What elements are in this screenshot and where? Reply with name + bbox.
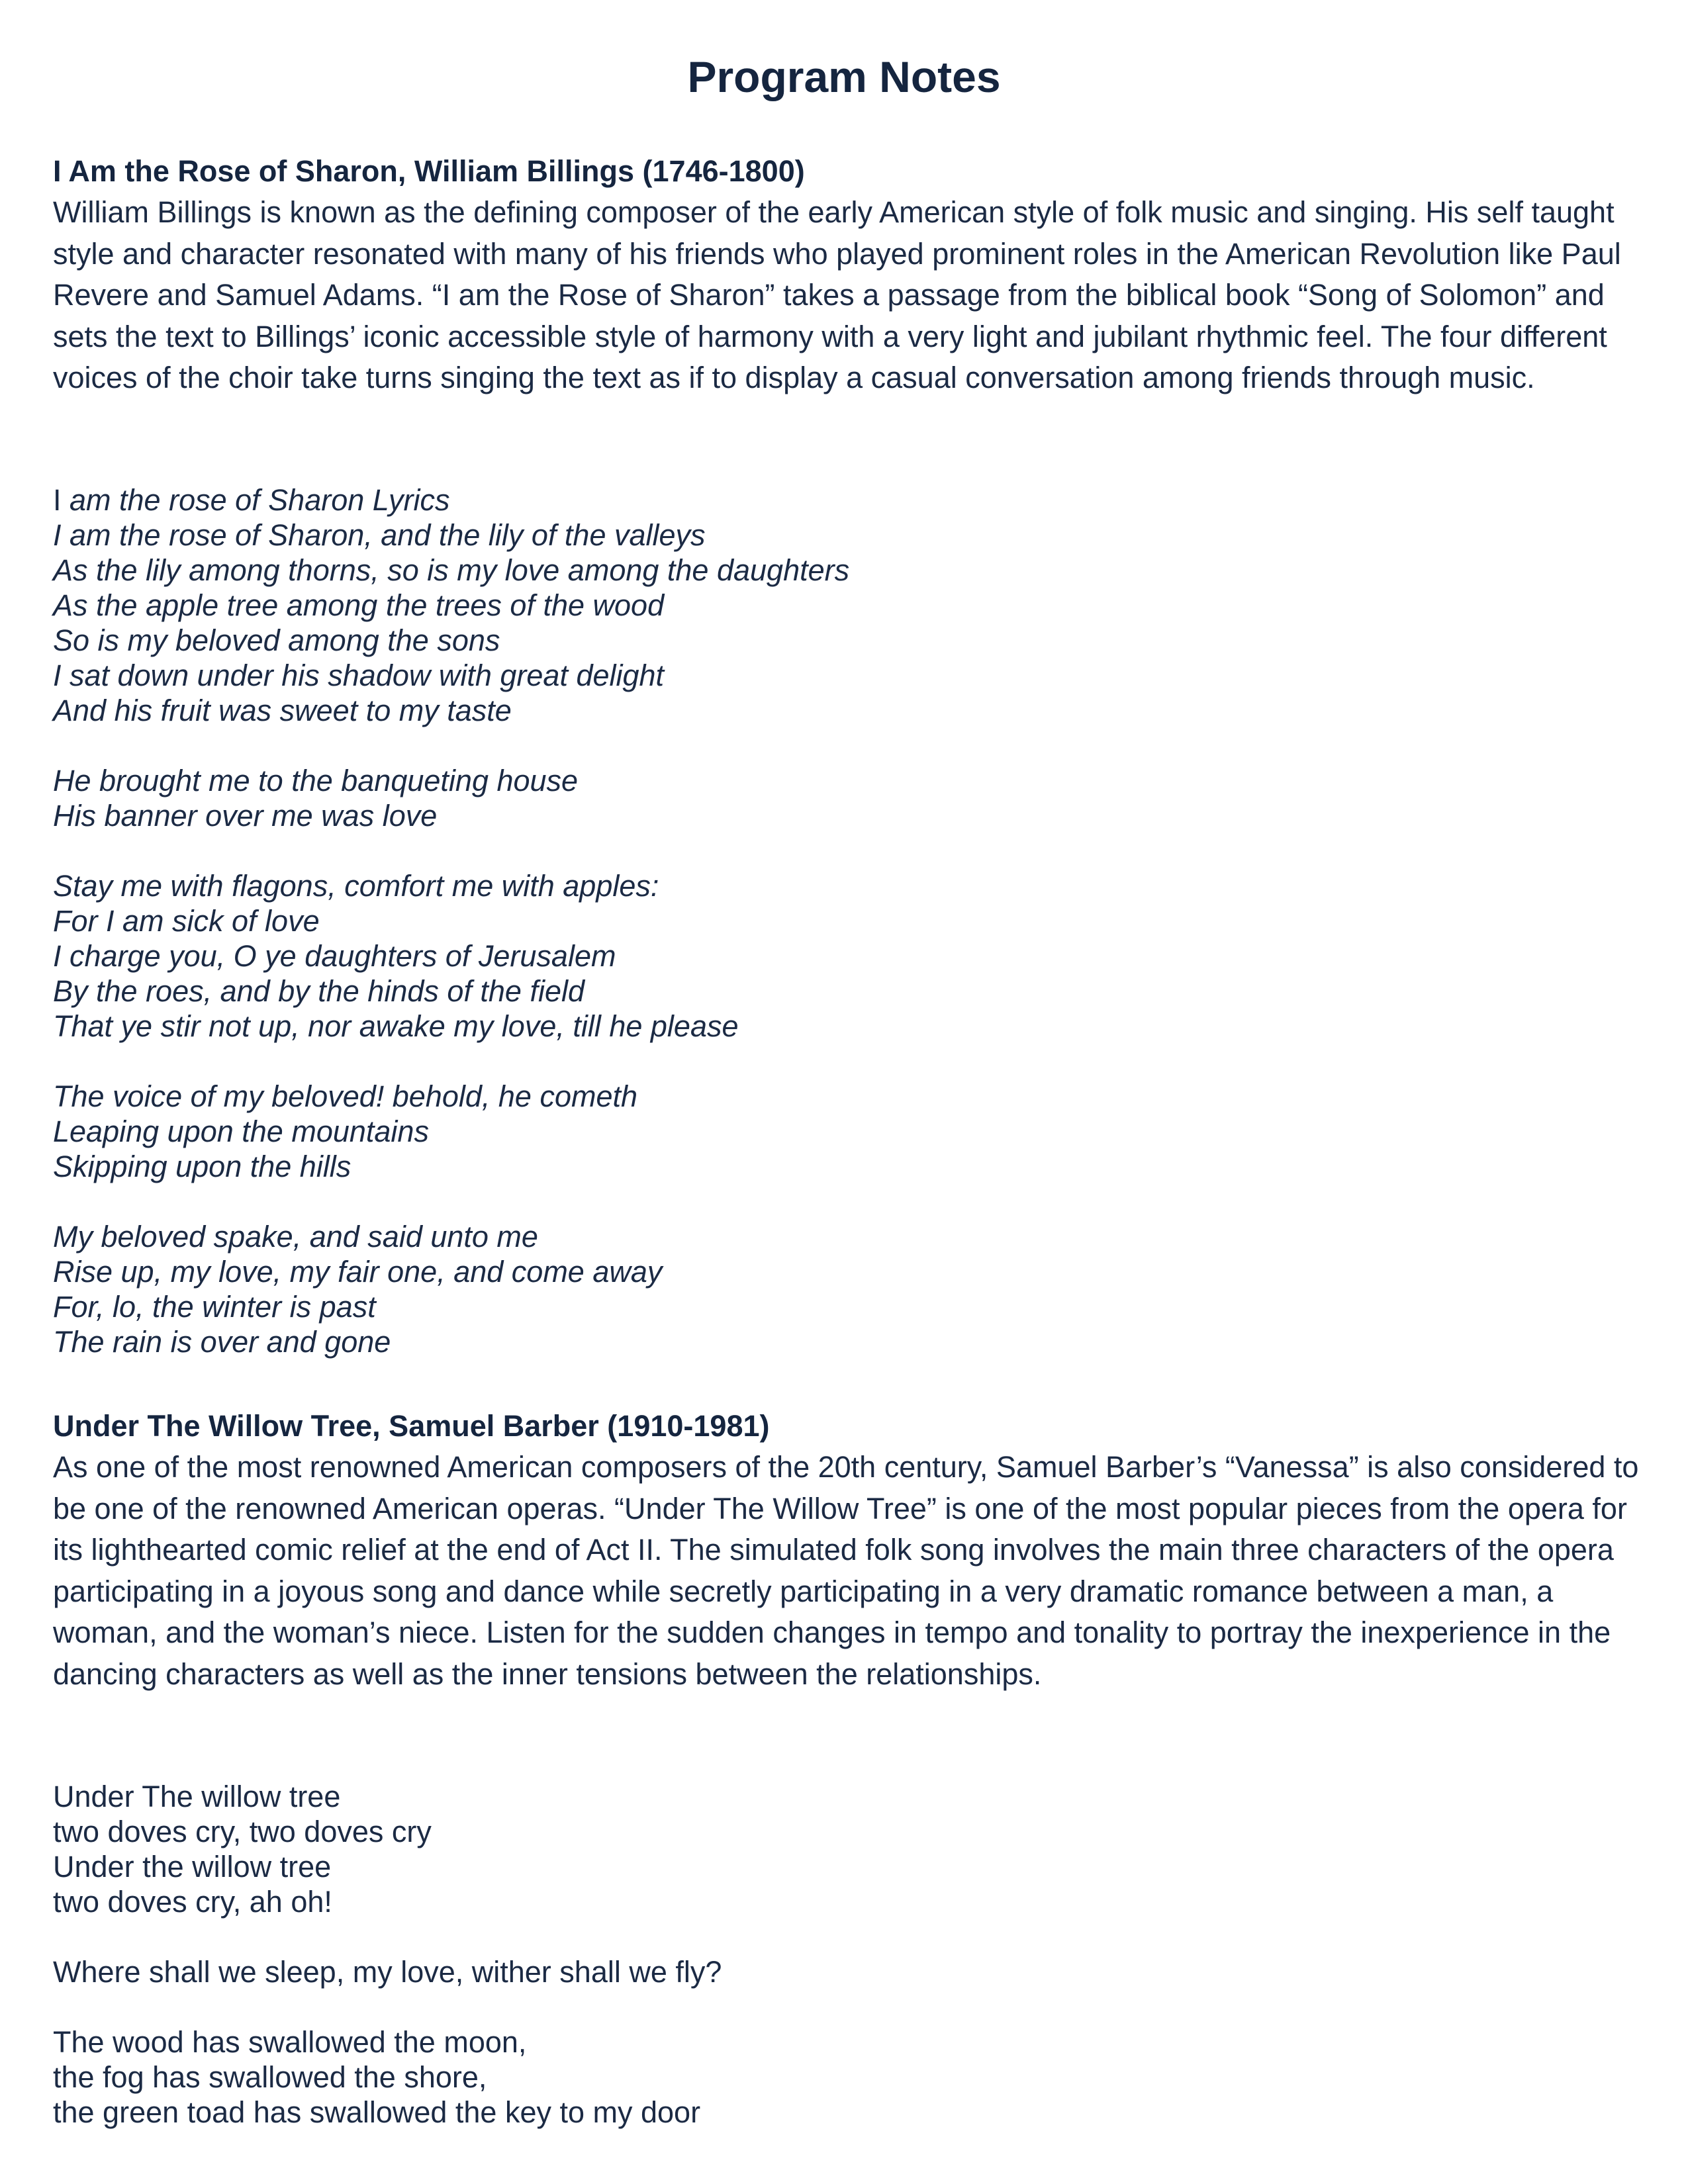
lyrics-stanza: [53, 1079, 1642, 1184]
lyric-line: the fog has swallowed the shore,: [53, 2060, 487, 2094]
lyric-line: My beloved spake, and said unto me: [53, 1220, 538, 1253]
lyric-line: I am the rose of Sharon, and the lily of the valleys: [53, 518, 706, 552]
piece-willow-tree: [53, 1406, 1642, 1695]
lyric-line: The rain is over and gone: [53, 1325, 391, 1359]
lyric-line: By the roes, and by the hinds of the field: [53, 974, 585, 1008]
lyrics-title-line: I am the rose of Sharon Lyrics: [53, 483, 450, 517]
lyrics-stanza: [53, 763, 1642, 833]
lyrics-stanza: [53, 518, 1642, 728]
lyric-line: For I am sick of love: [53, 904, 320, 938]
lyrics-stanzas-willow: [53, 1779, 1642, 2165]
lyric-line: As the lily among thorns, so is my love among the daughters: [53, 553, 850, 587]
piece-rose-of-sharon: [53, 151, 1642, 399]
lyric-line: Rise up, my love, my fair one, and come away: [53, 1255, 663, 1289]
lyric-line: two doves cry, two doves cry: [53, 1815, 432, 1848]
lyric-line: The voice of my beloved! behold, he cometh: [53, 1079, 638, 1113]
lyric-line: I sat down under his shadow with great delight: [53, 659, 665, 692]
piece-heading: I Am the Rose of Sharon, William Billings (1746-1800): [53, 154, 805, 188]
lyric-line: So is my beloved among the sons: [53, 623, 500, 657]
lyric-line: Skipping upon the hills: [53, 1150, 352, 1183]
lyrics-title: [53, 482, 1642, 518]
lyric-line: two doves cry, ah oh!: [53, 1885, 332, 1919]
lyric-line: His banner over me was love: [53, 799, 438, 833]
lyric-line: That ye stir not up, nor awake my love, till he please: [53, 1009, 739, 1043]
lyrics-stanza: [53, 1779, 1642, 1919]
lyrics-stanza: [53, 1954, 1642, 1989]
lyric-line: The wood has swallowed the moon,: [53, 2025, 527, 2059]
lyric-line: And his fruit was sweet to my taste: [53, 694, 512, 727]
lyric-line: I charge you, O ye daughters of Jerusalem: [53, 939, 616, 973]
lyrics-stanza: [53, 868, 1642, 1044]
lyric-line: Under The willow tree: [53, 1780, 341, 1813]
page-title: Program Notes: [687, 52, 1001, 101]
lyric-line: Under the willow tree: [53, 1850, 332, 1884]
piece-description: As one of the most renowned American composers of the 20th century, Samuel Barber’s “Vanessa” is also considered to be one of the renowned American operas. “Under The Willow Tree” is one of the most popular pieces from the opera for its lighthearted comic relief at the end of Act II. The simulated folk song involves the main three characters of the opera participating in a joyous song and dance while secretly participating in a very dramatic romance between a man, a woman, and the woman’s niece. Listen for the sudden changes in tempo and tonality to portray the inexperience in the dancing characters as well as the inner tensions between the relationships.: [53, 1450, 1639, 1691]
lyric-line: For, lo, the winter is past: [53, 1290, 376, 1324]
piece-heading: Under The Willow Tree, Samuel Barber (1910-1981): [53, 1409, 770, 1443]
lyric-line: As the apple tree among the trees of the wood: [53, 588, 665, 622]
lyric-line: the green toad has swallowed the key to my door: [53, 2095, 701, 2129]
lyrics-stanzas-rose: [53, 518, 1642, 1394]
piece-description: William Billings is known as the defining composer of the early American style of folk music and singing. His self taught style and character resonated with many of his friends who played prominent roles in the American Revolution like Paul Revere and Samuel Adams. “I am the Rose of Sharon” takes a passage from the biblical book “Song of Solomon” and sets the text to Billings’ iconic accessible style of harmony with a very light and jubilant rhythmic feel. The four different voices of the choir take turns singing the text as if to display a casual conversation among friends through music.: [53, 195, 1621, 394]
lyric-line: Stay me with flagons, comfort me with apples:: [53, 869, 659, 903]
lyric-line: Where shall we sleep, my love, wither shall we fly?: [53, 1955, 722, 1989]
lyric-line: Leaping upon the mountains: [53, 1115, 429, 1148]
lyrics-stanza: [53, 2025, 1642, 2130]
lyric-line: He brought me to the banqueting house: [53, 764, 579, 797]
lyrics-stanza: [53, 1219, 1642, 1359]
